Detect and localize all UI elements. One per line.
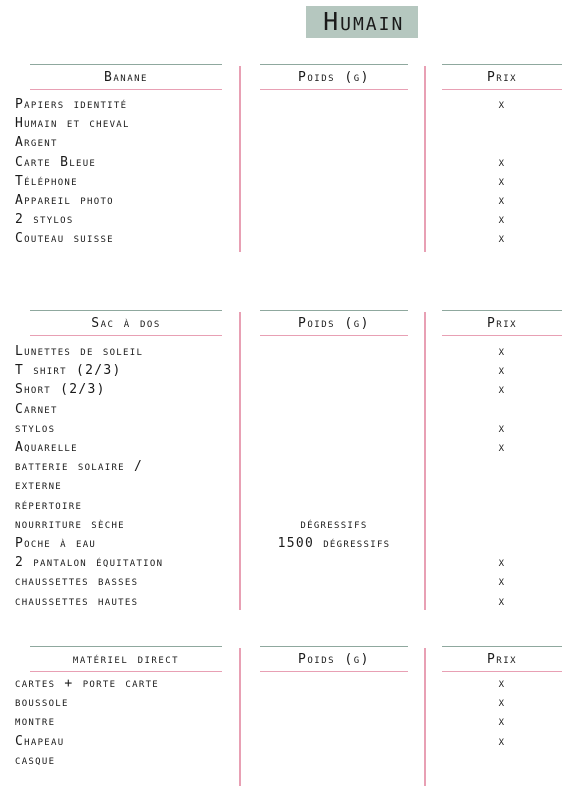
item-price: x bbox=[498, 382, 506, 398]
table-row bbox=[0, 153, 583, 172]
item-name: Humain et cheval bbox=[15, 116, 130, 132]
table-row bbox=[0, 229, 583, 248]
table-row bbox=[0, 438, 583, 457]
item-price: x bbox=[498, 714, 506, 730]
item-name: Chapeau bbox=[15, 733, 65, 749]
table-row bbox=[0, 191, 583, 210]
item-name: boussole bbox=[15, 695, 69, 711]
item-price: x bbox=[498, 420, 506, 436]
table-row bbox=[0, 674, 583, 693]
table-row bbox=[0, 210, 583, 229]
table-row bbox=[0, 751, 583, 770]
item-name: Short (2/3) bbox=[15, 382, 106, 398]
header-price-column: Prix bbox=[442, 310, 562, 336]
table-row bbox=[0, 592, 583, 611]
item-name: 2 stylos bbox=[15, 212, 74, 228]
table-row bbox=[0, 95, 583, 114]
table-row bbox=[0, 553, 583, 572]
table-row bbox=[0, 496, 583, 515]
item-name: nourriture sèche bbox=[15, 516, 125, 532]
table-row bbox=[0, 712, 583, 731]
item-name: Aquarelle bbox=[15, 440, 78, 455]
table-row bbox=[0, 515, 583, 534]
table-row bbox=[0, 172, 583, 191]
item-price: x bbox=[498, 344, 506, 359]
item-name: chaussettes basses bbox=[15, 574, 139, 590]
header-price-column: Prix bbox=[442, 646, 562, 672]
item-price: x bbox=[498, 733, 506, 749]
item-name: montre bbox=[15, 714, 56, 730]
item-price: x bbox=[498, 574, 506, 590]
item-price: x bbox=[498, 593, 506, 609]
table-row bbox=[0, 380, 583, 399]
table-row bbox=[0, 400, 583, 419]
item-name: 2 pantalon équitation bbox=[15, 555, 164, 571]
item-name: Appareil photo bbox=[15, 193, 114, 208]
item-name: Carte Bleue bbox=[15, 154, 97, 170]
header-weight-column: Poids (g) bbox=[260, 646, 408, 672]
item-price: x bbox=[498, 676, 506, 691]
item-price: x bbox=[498, 173, 506, 189]
table-row bbox=[0, 133, 583, 152]
item-name: Lunettes de soleil bbox=[15, 344, 144, 359]
item-price: x bbox=[498, 231, 506, 247]
item-name: Argent bbox=[15, 135, 58, 151]
item-name: externe bbox=[15, 478, 63, 494]
table-row bbox=[0, 476, 583, 495]
item-name: Carnet bbox=[15, 401, 58, 417]
table-row bbox=[0, 342, 583, 361]
item-price: x bbox=[498, 363, 506, 379]
item-price: x bbox=[498, 193, 506, 208]
item-price: x bbox=[498, 154, 506, 170]
item-name: répertoire bbox=[15, 497, 83, 513]
table-row bbox=[0, 693, 583, 712]
item-name: Couteau suisse bbox=[15, 231, 114, 247]
item-name: stylos bbox=[15, 420, 56, 436]
item-price: x bbox=[498, 212, 506, 228]
item-name: T shirt (2/3) bbox=[15, 363, 122, 379]
item-weight: dégressifs bbox=[300, 516, 368, 532]
table-row bbox=[0, 457, 583, 476]
item-price: x bbox=[498, 555, 506, 571]
item-name: chaussettes hautes bbox=[15, 593, 139, 609]
header-item-column: matériel direct bbox=[30, 646, 222, 672]
header-item-column: Banane bbox=[30, 64, 222, 90]
item-name: casque bbox=[15, 752, 56, 768]
header-item-column: Sac à dos bbox=[30, 310, 222, 336]
table-row bbox=[0, 732, 583, 751]
item-price: x bbox=[498, 695, 506, 711]
page-title: Humain bbox=[306, 6, 418, 38]
header-price-column: Prix bbox=[442, 64, 562, 90]
table-row bbox=[0, 534, 583, 553]
item-name: Papiers identité bbox=[15, 97, 128, 112]
item-name: Poche à eau bbox=[15, 536, 97, 551]
item-name: batterie solaire / bbox=[15, 459, 144, 475]
item-price: x bbox=[498, 440, 506, 455]
item-name: Téléphone bbox=[15, 173, 78, 189]
header-weight-column: Poids (g) bbox=[260, 64, 408, 90]
table-row bbox=[0, 361, 583, 380]
item-name: cartes + porte carte bbox=[15, 676, 160, 691]
header-weight-column: Poids (g) bbox=[260, 310, 408, 336]
item-price: x bbox=[498, 97, 506, 112]
item-weight: 1500 dégressifs bbox=[277, 536, 391, 551]
table-row bbox=[0, 114, 583, 133]
table-row bbox=[0, 419, 583, 438]
table-row bbox=[0, 572, 583, 591]
